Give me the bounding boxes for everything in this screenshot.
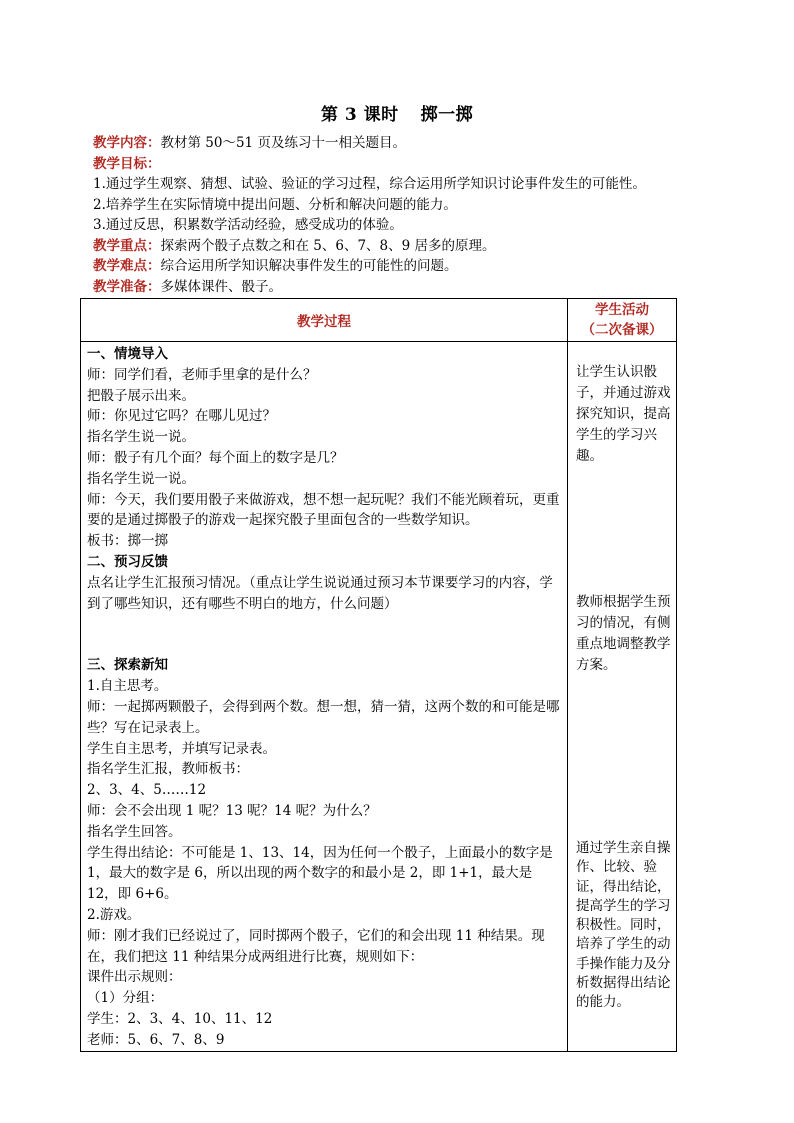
process-line: 板书：掷一掷 [87,533,168,550]
process-line: 学生得出结论：不可能是 1、13、14，因为任何一个骰子，上面最小的数字是 1，最大的数字是 6，所以出现的两个数字的和最小是 2，即 1+1，最大是 12，即 6+6。 [87,844,553,903]
process-line: 学生自主思考，并填写记录表。 [87,740,276,757]
process-line: （1）分组： [87,990,164,1007]
content-label: 教学内容： [93,135,161,151]
prep-text: 多媒体课件、骰子。 [160,278,282,295]
goal-item: 3.通过反思，积累数学活动经验，感受成功的体验。 [93,217,403,233]
header-process [81,299,568,342]
key-row [93,236,693,257]
process-line: 指名学生回答。 [87,823,182,840]
process-line: 学生：2、3、4、10、11、12 [87,1010,273,1027]
process-line: 师：同学们看，老师手里拿的是什么？ [87,366,317,383]
difficult-row [93,256,693,277]
process-line: 点名让学生汇报预习情况。（重点让学生说说通过预习本节课要学习的内容，学到了哪些知识，还有哪些不明白的地方，什么问题） [87,574,553,612]
key-text: 探索两个骰子点数之和在 5、6、7、8、9 居多的原理。 [160,237,496,254]
process-line: 师：你见过它吗？在哪儿见过？ [87,408,276,425]
lesson-info [93,133,693,297]
goal-item: 2.培养学生在实际情境中提出问题、分析和解决问题的能力。 [93,196,457,213]
header-process-label: 教学过程 [297,314,351,330]
activity-cell [568,342,677,1052]
process-line: 1.自主思考。 [87,678,168,695]
content-text: 教材第 50～51 页及练习十一相关题目。 [160,135,406,151]
process-line: 指名学生说一说。 [87,429,195,446]
section-title: 一、情境导入 [87,346,168,362]
process-line: 师：一起掷两颗骰子，会得到两个数。想一想，猜一猜，这两个数的和可能是哪些？写在记录表上。 [87,698,560,736]
content-row [93,133,693,154]
process-line: 2.游戏。 [87,906,141,923]
section-title: 二、预习反馈 [87,553,168,570]
table-body-row [81,342,677,1052]
goal-item: 1.通过学生观察、猜想、试验、验证的学习过程，综合运用所学知识讨论事件发生的可能性。 [93,176,646,192]
section-title: 三、探索新知 [87,657,168,674]
process-line: 师：骰子有几个面？每个面上的数字是几？ [87,449,344,466]
difficult-label: 教学难点： [93,258,161,274]
goals-row [93,154,693,175]
lesson-topic: 掷一掷 [420,105,474,125]
difficult-text: 综合运用所学知识解决事件发生的可能性的问题。 [160,258,458,274]
spacer [87,614,561,655]
page-title [0,100,794,125]
header-activity [568,299,677,342]
activity-note: 让学生认识骰子，并通过游戏探究知识，提高学生的学习兴趣。 [576,364,671,464]
process-line: 指名学生说一说。 [87,470,195,487]
process-line: 把骰子展示出来。 [87,387,195,404]
process-line: 2、3、4、5……12 [87,782,207,799]
prep-row [93,277,693,298]
table-header-row [81,299,677,342]
lesson-table [80,298,677,1052]
process-line: 课件出示规则： [87,969,182,986]
process-line: 师：刚才我们已经说过了，同时掷两个骰子，它们的和会出现 11 种结果。现在，我们把这 11 种结果分成两组进行比赛，规则如下： [87,927,545,965]
goals-label: 教学目标： [93,155,161,172]
activity-note: 通过学生亲自操作、比较、验证，得出结论，提高学生的学习积极性。同时，培养了学生的动手操作能力及分析数据得出结论的能力。 [576,840,671,1011]
process-line: 指名学生汇报，教师板书： [87,761,249,778]
key-label: 教学重点： [93,237,161,254]
lesson-number: 第 3 课时 [320,105,399,125]
header-activity-label: 学生活动 [595,302,649,318]
process-line: 老师：5、6、7、8、9 [87,1031,225,1048]
process-line: 师：今天，我们要用骰子来做游戏，想不想一起玩呢？我们不能光顾着玩，更重要的是通过掷骰子的游戏一起探究骰子里面包含的一些数学知识。 [87,491,560,529]
header-activity-sub: （二次备课） [581,322,663,338]
process-line: 师：会不会出现 1 呢？13 呢？14 呢？为什么？ [87,802,377,819]
activity-note: 教师根据学生预习的情况，有侧重点地调整教学方案。 [576,594,671,673]
prep-label: 教学准备： [93,278,161,295]
process-cell [81,342,568,1052]
